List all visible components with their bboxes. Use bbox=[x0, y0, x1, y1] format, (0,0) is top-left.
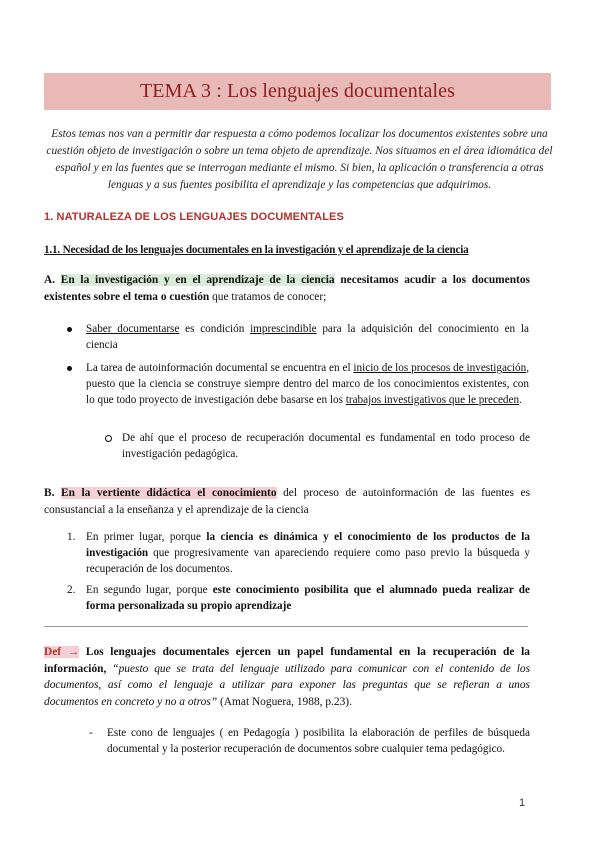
paragraph-a-rest: que tratamos de conocer; bbox=[212, 290, 327, 303]
bullet-item bbox=[86, 321, 529, 353]
paragraph-a-highlight: En la investigación y en el aprendizaje de la ciencia bbox=[60, 274, 335, 286]
paragraph-a bbox=[44, 272, 530, 305]
bullet-text: . bbox=[519, 394, 522, 406]
dash-item-text: Este cono de lenguajes ( en Pedagogía ) posibilita la elaboración de perfiles de búsqueda documental y la posterior recuperación de documentos sobre cualquier tema pedagógico. bbox=[107, 727, 530, 755]
paragraph-b bbox=[44, 485, 530, 518]
subsection-heading: 1.1. Necesidad de los lenguajes documentales en la investigación y el aprendizaje de la ciencia bbox=[44, 244, 469, 256]
paragraph-a-prefix: A. bbox=[44, 274, 56, 286]
bullet-item bbox=[86, 360, 529, 408]
title-banner bbox=[44, 73, 551, 110]
paragraph-b-prefix: B. bbox=[44, 487, 55, 499]
bullet-dot-icon bbox=[67, 327, 72, 332]
bullet-text: La tarea de autoinformación documental se encuentra en el bbox=[86, 362, 354, 374]
paragraph-b-highlight: En la vertiente didáctica el conocimiento bbox=[61, 487, 277, 499]
item-text: En segundo lugar, porque bbox=[86, 584, 213, 596]
dash-marker: - bbox=[89, 727, 93, 739]
bullet-text: Saber documentarse bbox=[86, 323, 180, 335]
bullet-circle-icon bbox=[105, 435, 112, 442]
item-number: 1. bbox=[67, 531, 76, 543]
item-bold-text: la ciencia es dinámica y el conocimiento de los productos de la investigación bbox=[86, 531, 530, 559]
bullet-text: imprescindible bbox=[250, 323, 317, 335]
item-text: En primer lugar, porque bbox=[86, 531, 207, 543]
item-text: que progresivamente van apareciendo requiere como paso previo la búsqueda y recuperación de los documentos. bbox=[86, 547, 530, 575]
definition-label: Def → bbox=[44, 646, 80, 658]
definition-quote: “puesto que se trata del lenguaje utilizado para comunicar con el contenido de los documentos, así como el lenguaje a utilizar para exponer las preguntas que se refieran a unos documentos en concreto y no a otros” bbox=[44, 662, 530, 708]
section-divider bbox=[44, 626, 528, 627]
bullet-text: es condición bbox=[179, 323, 251, 335]
bullet-text: para la adquisición del conocimiento en la ciencia bbox=[86, 323, 529, 351]
section-heading: 1. NATURALEZA DE LOS LENGUAJES DOCUMENTALES bbox=[44, 211, 344, 223]
definition-bold: Los lenguajes documentales ejercen un papel fundamental en la recuperación de la información, bbox=[44, 646, 530, 675]
paragraph-a-bold: necesitamos acudir a los documentos existentes sobre el tema o cuestión bbox=[44, 274, 530, 303]
definition-paragraph bbox=[44, 644, 530, 710]
item-number: 2. bbox=[67, 584, 76, 596]
bullet-text: trabajos investigativos que le preceden bbox=[345, 394, 520, 406]
numbered-item bbox=[67, 529, 530, 577]
paragraph-b-rest: del proceso de autoinformación de las fuentes es consustancial a la enseñanza y el aprendizaje de la ciencia bbox=[44, 487, 531, 516]
intro-paragraph: Estos temas nos van a permitir dar respuesta a cómo podemos localizar los documentos existentes sobre una cuestión objeto de investigación o sobre un tema objeto de aprendizaje. Nos situamos en el área idiomática del español y en las fuentes que se interrogan mediante el mismo. Si bien, la aplicación o transferencia a otras lenguas y a sus fuentes posibilita el aprendizaje y las competencias que adquirimos. bbox=[46, 128, 553, 191]
bullet-dot-icon bbox=[67, 366, 72, 371]
definition-citation: (Amat Noguera, 1988, p.23). bbox=[217, 695, 352, 708]
sub-bullet-item bbox=[122, 430, 530, 462]
item-bold-text: este conocimiento posibilita que el alumnado pueda realizar de forma personalizada su propio aprendizaje bbox=[86, 584, 530, 612]
bullet-text: , puesto que la ciencia se construye siempre dentro del marco de los conocimientos existentes, con lo que todo proyecto de investigación debe basarse en los bbox=[86, 362, 529, 406]
bullet-text: inicio de los procesos de investigación bbox=[353, 362, 527, 374]
page-number: 1 bbox=[519, 797, 526, 809]
numbered-item bbox=[67, 582, 530, 614]
sub-bullet-text: De ahí que el proceso de recuperación documental es fundamental en todo proceso de investigación pedagógica. bbox=[122, 432, 530, 460]
dash-item bbox=[89, 725, 530, 757]
page-title: TEMA 3 : Los lenguajes documentales bbox=[139, 80, 456, 102]
